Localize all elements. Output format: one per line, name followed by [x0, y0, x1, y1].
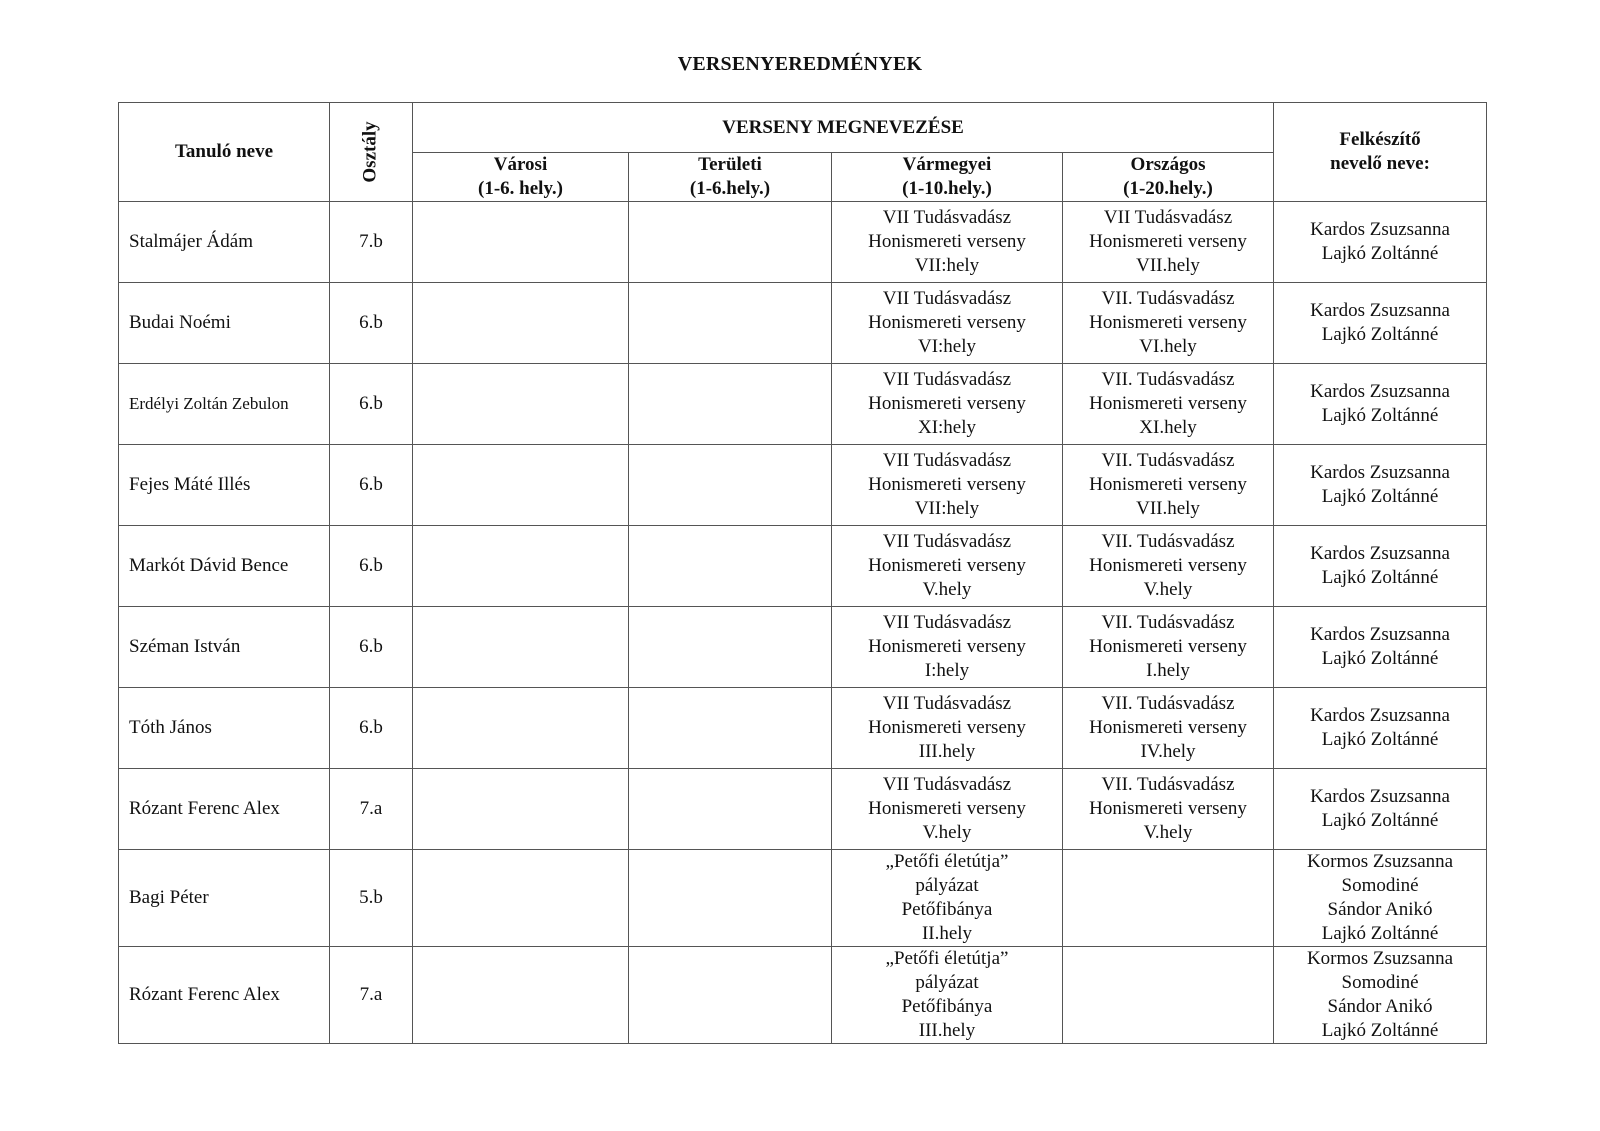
- teacher-name: Kormos Zsuzsanna: [1306, 851, 1454, 872]
- header-teacher-line2: nevelő neve:: [1330, 153, 1430, 174]
- result-line: Honismereti verseny: [1089, 555, 1247, 576]
- result-line: VII Tudásvadász: [882, 450, 1012, 471]
- class-cell: 7.a: [330, 769, 413, 850]
- result-line: Honismereti verseny: [868, 717, 1026, 738]
- teacher-name: Kardos Zsuzsanna: [1310, 624, 1450, 645]
- result-line: XI:hely: [917, 417, 977, 438]
- class-cell: 6.b: [330, 526, 413, 607]
- teacher-name: Lajkó Zoltánné: [1321, 1020, 1439, 1041]
- student-name-cell: Stalmájer Ádám: [119, 202, 330, 283]
- varmegyei-cell: [832, 688, 1063, 769]
- result-line: VII Tudásvadász: [882, 207, 1012, 228]
- result-line: V.hely: [922, 822, 972, 843]
- student-name-cell: Rózant Ferenc Alex: [119, 769, 330, 850]
- result-line: IV.hely: [1140, 741, 1196, 762]
- teachers-cell: [1274, 850, 1487, 947]
- teruleti-cell: [629, 364, 832, 445]
- teacher-name: Sándor Anikó: [1327, 899, 1433, 920]
- table-row: [119, 688, 1487, 769]
- varmegyei-cell: [832, 850, 1063, 947]
- teruleti-cell: [629, 445, 832, 526]
- header-level-varosi: [413, 153, 629, 202]
- class-cell: 6.b: [330, 607, 413, 688]
- teacher-name: Kormos Zsuzsanna: [1306, 948, 1454, 969]
- student-name-cell: Erdélyi Zoltán Zebulon: [119, 364, 330, 445]
- teachers-cell: [1274, 526, 1487, 607]
- result-line: Honismereti verseny: [868, 474, 1026, 495]
- result-line: Honismereti verseny: [868, 798, 1026, 819]
- result-line: VII:hely: [914, 498, 980, 519]
- result-line: Petőfibánya: [901, 996, 993, 1017]
- teacher-name: Lajkó Zoltánné: [1321, 729, 1439, 750]
- orszagos-cell: [1063, 283, 1274, 364]
- result-line: VII.hely: [1136, 498, 1200, 519]
- level-name: Városi: [493, 154, 548, 175]
- result-line: pályázat: [915, 875, 979, 896]
- teacher-name: Somodiné: [1341, 972, 1419, 993]
- table-row: [119, 947, 1487, 1044]
- result-line: VII. Tudásvadász: [1101, 612, 1235, 633]
- result-line: VII Tudásvadász: [1103, 207, 1233, 228]
- teacher-name: Sándor Anikó: [1327, 996, 1433, 1017]
- varosi-cell: [413, 850, 629, 947]
- teachers-cell: [1274, 445, 1487, 526]
- table-row: [119, 445, 1487, 526]
- student-name-cell: Fejes Máté Illés: [119, 445, 330, 526]
- teachers-cell: [1274, 688, 1487, 769]
- teacher-name: Lajkó Zoltánné: [1321, 486, 1439, 507]
- table-row: [119, 607, 1487, 688]
- orszagos-cell: [1063, 607, 1274, 688]
- varmegyei-cell: [832, 769, 1063, 850]
- student-name-cell: Bagi Péter: [119, 850, 330, 947]
- result-line: VII Tudásvadász: [882, 693, 1012, 714]
- result-line: VII Tudásvadász: [882, 288, 1012, 309]
- teruleti-cell: [629, 526, 832, 607]
- header-student-name: Tanuló neve: [119, 103, 330, 202]
- result-line: VII. Tudásvadász: [1101, 531, 1235, 552]
- teruleti-cell: [629, 607, 832, 688]
- teacher-name: Kardos Zsuzsanna: [1310, 786, 1450, 807]
- result-line: VII Tudásvadász: [882, 612, 1012, 633]
- teacher-name: Kardos Zsuzsanna: [1310, 219, 1450, 240]
- result-line: VII. Tudásvadász: [1101, 288, 1235, 309]
- varmegyei-cell: [832, 364, 1063, 445]
- varosi-cell: [413, 607, 629, 688]
- teacher-name: Kardos Zsuzsanna: [1310, 543, 1450, 564]
- result-line: VII. Tudásvadász: [1101, 774, 1235, 795]
- class-cell: 6.b: [330, 364, 413, 445]
- orszagos-cell: [1063, 202, 1274, 283]
- varmegyei-cell: [832, 607, 1063, 688]
- result-line: Honismereti verseny: [868, 393, 1026, 414]
- class-cell: 5.b: [330, 850, 413, 947]
- table-header: [119, 103, 1487, 202]
- teruleti-cell: [629, 283, 832, 364]
- table-row: [119, 769, 1487, 850]
- teacher-name: Somodiné: [1341, 875, 1419, 896]
- varosi-cell: [413, 769, 629, 850]
- result-line: I:hely: [924, 660, 970, 681]
- teacher-name: Kardos Zsuzsanna: [1310, 705, 1450, 726]
- student-name-cell: Rózant Ferenc Alex: [119, 947, 330, 1044]
- header-teacher-line1: Felkészítő: [1339, 129, 1421, 150]
- teacher-name: Lajkó Zoltánné: [1321, 567, 1439, 588]
- result-line: Honismereti verseny: [1089, 636, 1247, 657]
- teacher-name: Lajkó Zoltánné: [1321, 324, 1439, 345]
- varmegyei-cell: [832, 202, 1063, 283]
- teruleti-cell: [629, 769, 832, 850]
- header-class: [330, 103, 413, 202]
- page-title: VERSENYEREDMÉNYEK: [677, 53, 923, 75]
- class-cell: 7.a: [330, 947, 413, 1044]
- result-line: Honismereti verseny: [868, 636, 1026, 657]
- teacher-name: Lajkó Zoltánné: [1321, 923, 1439, 944]
- level-name: Területi: [698, 154, 762, 175]
- result-line: VII Tudásvadász: [882, 774, 1012, 795]
- result-line: VII. Tudásvadász: [1101, 693, 1235, 714]
- teachers-cell: [1274, 607, 1487, 688]
- class-cell: 6.b: [330, 283, 413, 364]
- result-line: III.hely: [918, 1020, 976, 1041]
- class-cell: 6.b: [330, 688, 413, 769]
- student-name-cell: Markót Dávid Bence: [119, 526, 330, 607]
- class-cell: 6.b: [330, 445, 413, 526]
- result-line: Honismereti verseny: [1089, 717, 1247, 738]
- result-line: II.hely: [921, 923, 973, 944]
- header-level-varmegyei: [832, 153, 1063, 202]
- result-line: XI.hely: [1139, 417, 1197, 438]
- result-line: Honismereti verseny: [868, 312, 1026, 333]
- orszagos-cell: [1063, 688, 1274, 769]
- result-line: Honismereti verseny: [1089, 231, 1247, 252]
- student-name-cell: Széman István: [119, 607, 330, 688]
- result-line: VI.hely: [1139, 336, 1197, 357]
- teachers-cell: [1274, 283, 1487, 364]
- orszagos-cell: [1063, 769, 1274, 850]
- orszagos-cell: [1063, 526, 1274, 607]
- results-table: [118, 102, 1487, 1044]
- orszagos-cell: [1063, 445, 1274, 526]
- result-line: Honismereti verseny: [1089, 798, 1247, 819]
- orszagos-cell: [1063, 850, 1274, 947]
- student-name-cell: Budai Noémi: [119, 283, 330, 364]
- varmegyei-cell: [832, 947, 1063, 1044]
- teacher-name: Kardos Zsuzsanna: [1310, 300, 1450, 321]
- teachers-cell: [1274, 769, 1487, 850]
- result-line: VII Tudásvadász: [882, 531, 1012, 552]
- level-range: (1-6. hely.): [478, 178, 563, 199]
- result-line: VII:hely: [914, 255, 980, 276]
- level-range: (1-6.hely.): [689, 178, 771, 199]
- result-line: Honismereti verseny: [1089, 312, 1247, 333]
- result-line: Honismereti verseny: [1089, 474, 1247, 495]
- level-range: (1-20.hely.): [1123, 178, 1213, 199]
- varosi-cell: [413, 283, 629, 364]
- result-line: VI:hely: [917, 336, 977, 357]
- varosi-cell: [413, 364, 629, 445]
- teachers-cell: [1274, 364, 1487, 445]
- result-line: VII. Tudásvadász: [1101, 450, 1235, 471]
- varmegyei-cell: [832, 445, 1063, 526]
- teacher-name: Kardos Zsuzsanna: [1310, 381, 1450, 402]
- varmegyei-cell: [832, 283, 1063, 364]
- table-row: [119, 364, 1487, 445]
- result-line: Honismereti verseny: [1089, 393, 1247, 414]
- result-line: V.hely: [1143, 579, 1193, 600]
- table-row: [119, 283, 1487, 364]
- result-line: VII Tudásvadász: [882, 369, 1012, 390]
- table-row: [119, 202, 1487, 283]
- varosi-cell: [413, 526, 629, 607]
- header-level-orszagos: [1063, 153, 1274, 202]
- class-cell: 7.b: [330, 202, 413, 283]
- header-level-teruleti: [629, 153, 832, 202]
- result-line: VII.hely: [1136, 255, 1200, 276]
- header-teacher: [1274, 103, 1487, 202]
- teruleti-cell: [629, 947, 832, 1044]
- varosi-cell: [413, 202, 629, 283]
- level-range: (1-10.hely.): [902, 178, 992, 199]
- result-line: „Petőfi életútja”: [885, 948, 1009, 969]
- table-row: [119, 526, 1487, 607]
- teacher-name: Lajkó Zoltánné: [1321, 405, 1439, 426]
- result-line: V.hely: [1143, 822, 1193, 843]
- header-competition: VERSENY MEGNEVEZÉSE: [413, 103, 1274, 153]
- result-line: Honismereti verseny: [868, 555, 1026, 576]
- teacher-name: Kardos Zsuzsanna: [1310, 462, 1450, 483]
- teruleti-cell: [629, 850, 832, 947]
- level-name: Országos: [1130, 154, 1206, 175]
- varmegyei-cell: [832, 526, 1063, 607]
- varosi-cell: [413, 688, 629, 769]
- teachers-cell: [1274, 202, 1487, 283]
- teachers-cell: [1274, 947, 1487, 1044]
- result-line: VII. Tudásvadász: [1101, 369, 1235, 390]
- orszagos-cell: [1063, 947, 1274, 1044]
- teruleti-cell: [629, 202, 832, 283]
- orszagos-cell: [1063, 364, 1274, 445]
- teacher-name: Lajkó Zoltánné: [1321, 648, 1439, 669]
- header-class-label: Osztály: [360, 121, 381, 183]
- result-line: Honismereti verseny: [868, 231, 1026, 252]
- teacher-name: Lajkó Zoltánné: [1321, 810, 1439, 831]
- student-name-cell: Tóth János: [119, 688, 330, 769]
- result-line: III.hely: [918, 741, 976, 762]
- result-line: „Petőfi életútja”: [885, 851, 1009, 872]
- table-body: [119, 202, 1487, 1044]
- result-line: Petőfibánya: [901, 899, 993, 920]
- varosi-cell: [413, 445, 629, 526]
- teacher-name: Lajkó Zoltánné: [1321, 243, 1439, 264]
- teruleti-cell: [629, 688, 832, 769]
- varosi-cell: [413, 947, 629, 1044]
- table-row: [119, 850, 1487, 947]
- result-line: I.hely: [1146, 660, 1190, 681]
- result-line: V.hely: [922, 579, 972, 600]
- result-line: pályázat: [915, 972, 979, 993]
- level-name: Vármegyei: [902, 154, 992, 175]
